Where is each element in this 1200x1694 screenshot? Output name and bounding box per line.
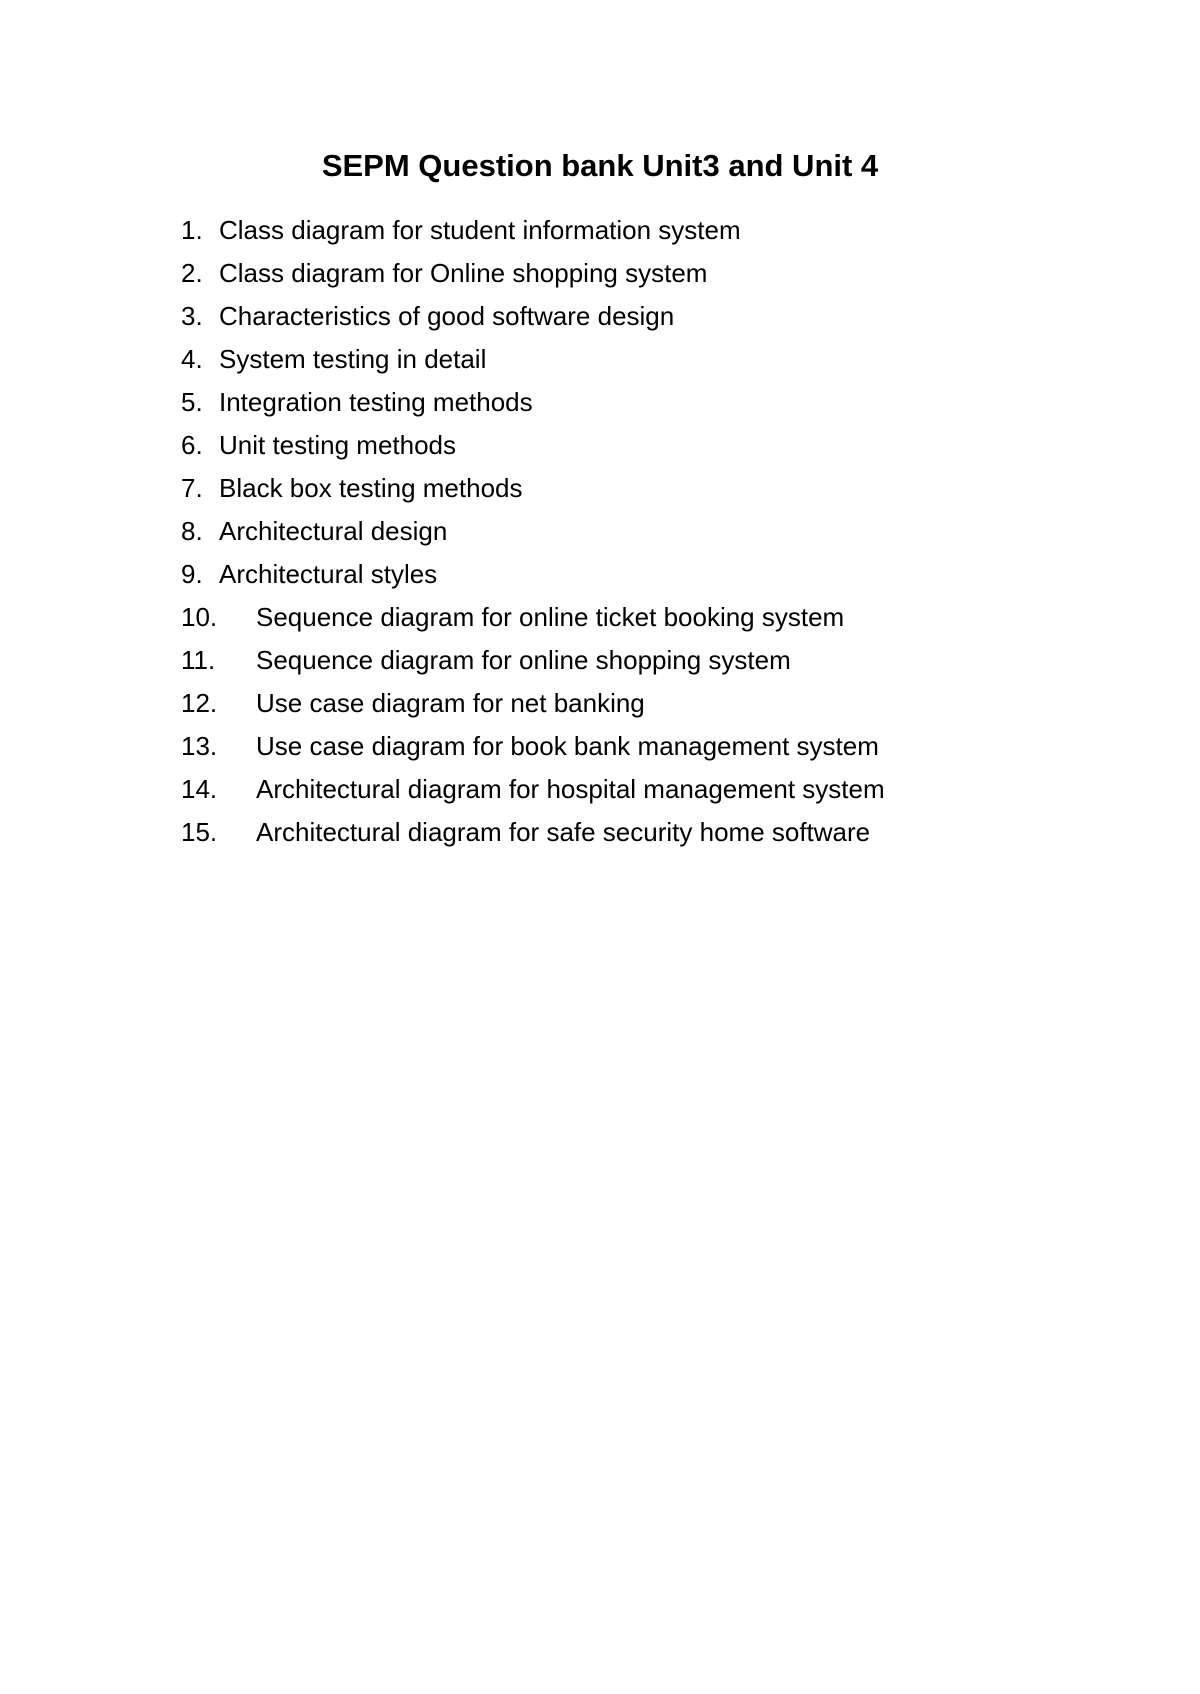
question-number: 1. bbox=[181, 215, 203, 245]
question-text: Unit testing methods bbox=[219, 430, 457, 460]
question-text: Use case diagram for book bank management system bbox=[256, 731, 879, 761]
question-text: Black box testing methods bbox=[219, 473, 523, 503]
question-number: 5. bbox=[181, 387, 203, 417]
question-text: Characteristics of good software design bbox=[219, 301, 675, 331]
question-text: System testing in detail bbox=[219, 344, 487, 374]
question-text: Sequence diagram for online ticket booking system bbox=[256, 602, 845, 632]
question-number: 8. bbox=[181, 516, 203, 546]
question-text: Integration testing methods bbox=[219, 387, 533, 417]
question-number: 14. bbox=[181, 774, 218, 804]
question-number: 6. bbox=[181, 430, 203, 460]
question-text: Architectural diagram for hospital management system bbox=[256, 774, 885, 804]
question-number: 9. bbox=[181, 559, 203, 589]
question-number: 2. bbox=[181, 258, 203, 288]
question-number: 4. bbox=[181, 344, 203, 374]
question-text: Architectural design bbox=[219, 516, 448, 546]
question-text: Sequence diagram for online shopping system bbox=[256, 645, 791, 675]
question-text: Class diagram for Online shopping system bbox=[219, 258, 708, 288]
question-number: 12. bbox=[181, 688, 218, 718]
question-text: Architectural styles bbox=[219, 559, 438, 589]
question-text: Use case diagram for net banking bbox=[256, 688, 645, 718]
question-text: Architectural diagram for safe security home software bbox=[256, 817, 871, 847]
question-number: 15. bbox=[181, 817, 218, 847]
question-number: 13. bbox=[181, 731, 218, 761]
question-number: 3. bbox=[181, 301, 203, 331]
question-text: Class diagram for student information system bbox=[219, 215, 741, 245]
question-number: 7. bbox=[181, 473, 203, 503]
question-number: 11. bbox=[181, 645, 216, 675]
question-number: 10. bbox=[181, 602, 218, 632]
document-title: SEPM Question bank Unit3 and Unit 4 bbox=[321, 148, 879, 183]
